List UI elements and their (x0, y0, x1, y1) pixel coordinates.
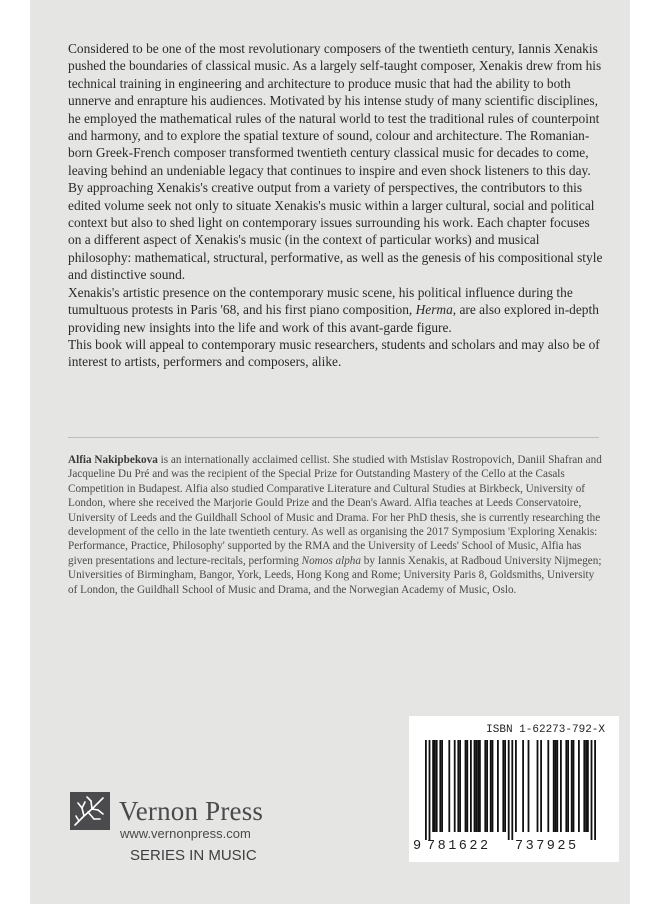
barcode-bar (511, 740, 513, 840)
barcode-bar (547, 740, 549, 832)
description-paragraph: By approaching Xenakis's creative output from a variety of perspectives, the contributors to this edited volume seek not only to situate Xenakis's music within a larger cultural, social and political context but also to shed light on contemporary issues surrounding his work. Each chapter focuses on a different aspect of Xenakis's music (in the context of particular works) and musical philosophy: mathematical, structural, performative, as well as the genesis of his compositional style and distinctive sound. (68, 180, 603, 283)
barcode-bar (497, 740, 499, 832)
series-name: SERIES IN MUSIC (130, 847, 257, 864)
barcode-bar (555, 740, 557, 832)
description-text: Xenakis's artistic presence on the contemporary music scene, his political influence during the tumultuous protests in Paris '68, and his first piano composition, (68, 284, 573, 318)
work-title-nomos-alpha: Nomos alpha (301, 554, 361, 567)
barcode-bar (436, 740, 438, 832)
barcode-bar (434, 740, 436, 832)
barcode-bar (556, 740, 558, 832)
description-text: , are also explored in-depth providing new insights into the life and work of this avant-garde figure. (68, 302, 599, 335)
tree-branch-icon (70, 792, 110, 830)
barcode-bar (553, 740, 555, 832)
barcode-bar (560, 740, 562, 832)
barcode-bar (492, 740, 494, 832)
barcode-bar (522, 740, 524, 832)
description-paragraph (68, 284, 603, 336)
barcode-bar (479, 740, 481, 832)
barcode-bar (573, 740, 575, 832)
barcode-bar (441, 740, 443, 832)
barcode-bar (508, 740, 510, 840)
book-description (68, 40, 603, 371)
barcode-bar (504, 740, 506, 832)
isbn-label: ISBN 1-62273-792-X (486, 724, 605, 736)
barcode-bar (528, 740, 530, 832)
barcode-bar (565, 740, 567, 832)
barcode-bar (490, 740, 492, 832)
barcode-bar (465, 740, 467, 832)
barcode-bar (515, 740, 517, 832)
barcode-bar (466, 740, 468, 832)
description-paragraph: This book will appeal to contemporary music researchers, students and scholars and may also be of interest to artists, performers and composers, alike. (68, 336, 600, 370)
ean-digits: 9 781622 737925 (413, 839, 579, 854)
barcode-bar (477, 740, 479, 832)
bio-text: is an internationally acclaimed cellist. She studied with Mstislav Rostropovich, Daniil Shafran and Jacqueline Du Pré and was the recipient of the Special Prize for Outstanding Mastery of the Cello at the Casals Competition in Budapest. Alfia also studied Comparative Literature and Cultural Studies at Birkbeck, University of London, where she received the Marjorie Gould Prize and the Dean's Award. Alfia teaches at Leeds Conservatoire, University of Leeds and the Guildhall School of Music and Drama. For her PhD thesis, she is currently researching the development of the cello in the late twentieth century. As well as organising the 2017 Symposium 'Exploring Xenakis: Performance, Practice, Philosophy' supported by the RMA and the University of Leeds' School of Music, Alfia has given presentations and lecture-recitals, performing (68, 454, 602, 567)
barcode-bar (425, 740, 427, 840)
work-title-herma: Herma (415, 302, 453, 318)
barcode-bar (439, 740, 441, 832)
barcode-bars (425, 740, 605, 840)
publisher-url: www.vernonpress.com (120, 826, 251, 841)
barcode-bar (571, 740, 573, 832)
barcode-bar (540, 740, 542, 832)
publisher-name: Vernon Press (119, 796, 264, 826)
barcode-bar (457, 740, 459, 832)
barcode-bar (502, 740, 504, 832)
barcode-bar (537, 740, 539, 832)
barcode-bar (474, 740, 476, 832)
barcode-bar (583, 740, 585, 832)
description-paragraph: Considered to be one of the most revolutionary composers of the twentieth century, Iannis Xenakis pushed the boundaries of classical music. As a largely self-taught composer, Xenakis drew from his technical training in engineering and architecture to produce music that had the ability to both unnerve and enrapture his audiences. Motivated by his intense study of many scientific disciplines, he employed the mathematical rules of the natural world to test the traditional rules of counterpoint and harmony, and to explore the spatial texture of sound, colour and architecture. The Romanian-born Greek-French composer transformed twentieth century classical music for decades to come, leaving behind an undeniable legacy that continues to inspire and even shock listeners to this day. (68, 41, 602, 178)
barcode-bar (429, 740, 431, 840)
barcode-bar (475, 740, 477, 832)
barcode-bar (567, 740, 569, 832)
barcode-bar (594, 740, 596, 840)
isbn-barcode (409, 716, 619, 862)
section-divider (68, 437, 599, 438)
barcode-bar (484, 740, 486, 832)
barcode-bar (448, 740, 450, 832)
barcode-bar (454, 740, 456, 832)
barcode-bar (432, 740, 434, 832)
back-cover (30, 0, 630, 904)
author-name: Alfia Nakipbekova (68, 454, 158, 466)
barcode-bar (587, 740, 589, 832)
barcode-bar (470, 740, 472, 832)
author-bio (68, 453, 603, 597)
bio-text: by Iannis Xenakis, at Radboud University Nijmegen; Universities of Birmingham, Bangor, York, Leeds, Hong Kong and Rome; University Paris 8, Goldsmiths, University of London, the Guildhall School of Music and Drama, and the Norwegian Academy of Music, Oslo. (68, 554, 602, 596)
barcode-bar (459, 740, 461, 832)
barcode-bar (591, 740, 593, 840)
barcode-bar (486, 740, 488, 832)
barcode-bar (578, 740, 580, 832)
barcode-bar (585, 740, 587, 832)
